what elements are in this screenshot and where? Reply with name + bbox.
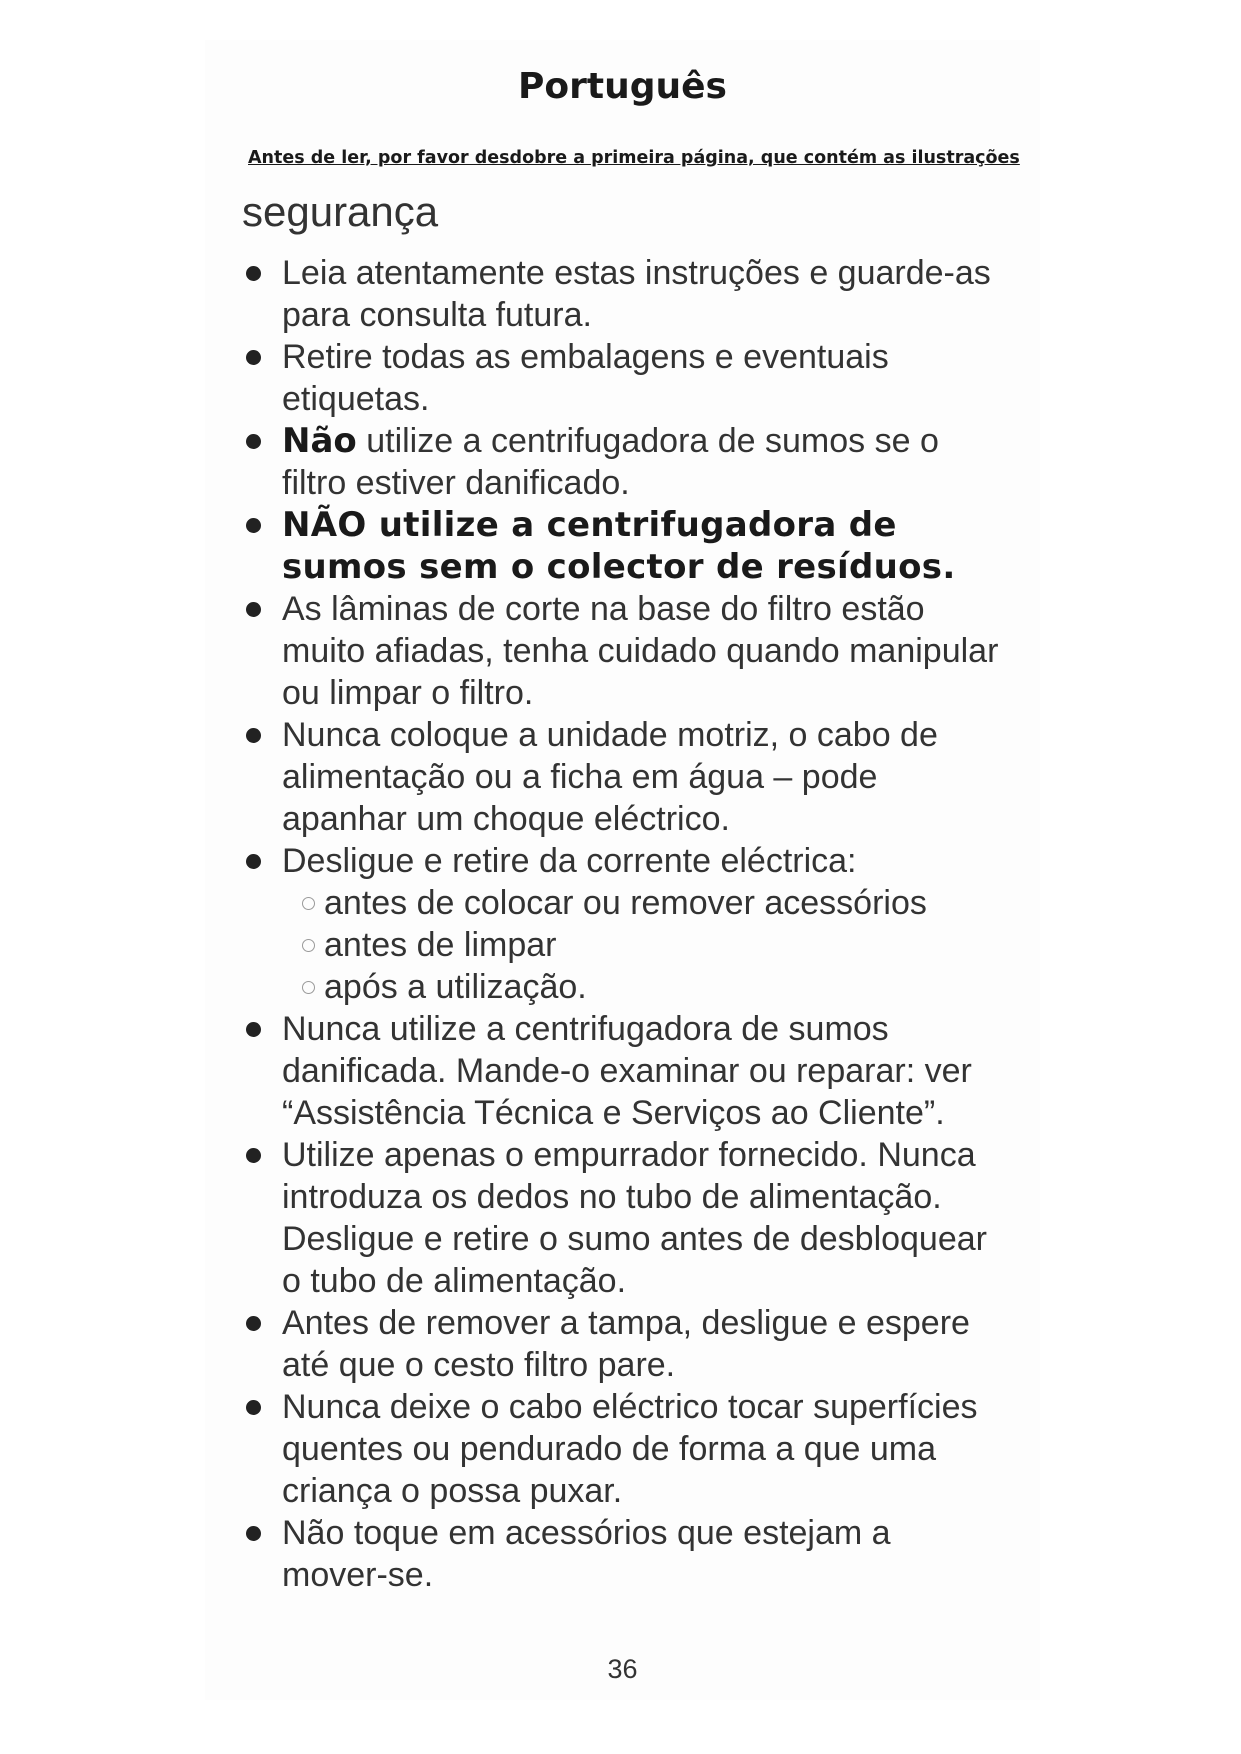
safety-item-text: As lâminas de corte na base do filtro estão muito afiadas, tenha cuidado quando manipular ou limpar o filtro. — [282, 590, 999, 712]
bullet-icon — [246, 266, 261, 281]
safety-item-water-shock — [242, 714, 1002, 840]
sub-item-text: antes de colocar ou remover acessórios — [324, 884, 927, 922]
safety-item-text: Nunca coloque a unidade motriz, o cabo de alimentação ou a ficha em água – pode apanhar um choque eléctrico. — [282, 716, 938, 838]
sub-item — [302, 966, 1002, 1008]
safety-item-damaged-filter — [242, 420, 1002, 504]
bullet-icon — [246, 1022, 261, 1037]
sub-item-text: antes de limpar — [324, 926, 557, 964]
safety-item-unplug — [242, 840, 1002, 1008]
safety-item-text: Leia atentamente estas instruções e guarde-as para consulta futura. — [282, 254, 991, 334]
bullet-icon — [246, 602, 261, 617]
bullet-icon — [246, 728, 261, 743]
safety-item-text: Utilize apenas o empurrador fornecido. Nunca introduza os dedos no tubo de alimentação. Desligue e retire o sumo antes de desbloquear o tubo de alimentação. — [282, 1136, 987, 1300]
safety-item-text: Nunca deixe o cabo eléctrico tocar superfícies quentes ou pendurado de forma a que uma criança o possa puxar. — [282, 1388, 978, 1510]
hollow-bullet-icon — [302, 939, 315, 952]
unplug-conditions-list — [282, 882, 1002, 1008]
bullet-icon — [246, 1316, 261, 1331]
safety-item-damaged-appliance — [242, 1008, 1002, 1134]
bullet-icon — [246, 854, 261, 869]
safety-list — [242, 252, 1002, 1596]
bullet-icon — [246, 518, 261, 533]
hollow-bullet-icon — [302, 897, 315, 910]
safety-item-text: Nunca utilize a centrifugadora de sumos danificada. Mande-o examinar ou reparar: ver “Assistência Técnica e Serviços ao Cliente”. — [282, 1010, 972, 1132]
safety-item-read-instructions — [242, 252, 1002, 336]
safety-item-text: Não toque em acessórios que estejam a mover-se. — [282, 1514, 891, 1594]
sub-item — [302, 882, 1002, 924]
page-number: 36 — [607, 1654, 638, 1684]
sub-item-text: após a utilização. — [324, 968, 587, 1006]
safety-item-lead: Não — [282, 421, 357, 461]
hollow-bullet-icon — [302, 981, 315, 994]
section-heading: segurança — [242, 188, 439, 235]
safety-item-moving-parts — [242, 1512, 1002, 1596]
bullet-icon — [246, 1400, 261, 1415]
safety-item-cord-safety — [242, 1386, 1002, 1512]
sub-item — [302, 924, 1002, 966]
safety-item-warning: NÃO utilize a centrifugadora de sumos sem o colector de resíduos. — [282, 505, 956, 587]
safety-item-pusher — [242, 1134, 1002, 1302]
safety-item-pulp-collector-warning — [242, 504, 1002, 588]
bullet-icon — [246, 1148, 261, 1163]
safety-item-sharp-blades — [242, 588, 1002, 714]
page-title: Português — [518, 66, 727, 107]
bullet-icon — [246, 434, 261, 449]
bullet-icon — [246, 1526, 261, 1541]
safety-item-remove-lid — [242, 1302, 1002, 1386]
safety-item-remove-packaging — [242, 336, 1002, 420]
safety-item-text: Desligue e retire da corrente eléctrica: — [282, 842, 857, 880]
bullet-icon — [246, 350, 261, 365]
safety-item-text: Retire todas as embalagens e eventuais etiquetas. — [282, 338, 889, 418]
safety-item-text: Antes de remover a tampa, desligue e espere até que o cesto filtro pare. — [282, 1304, 970, 1384]
intro-note: Antes de ler, por favor desdobre a primeira página, que contém as ilustrações — [248, 148, 1020, 168]
safety-item-text: utilize a centrifugadora de sumos se o filtro estiver danificado. — [282, 422, 939, 502]
